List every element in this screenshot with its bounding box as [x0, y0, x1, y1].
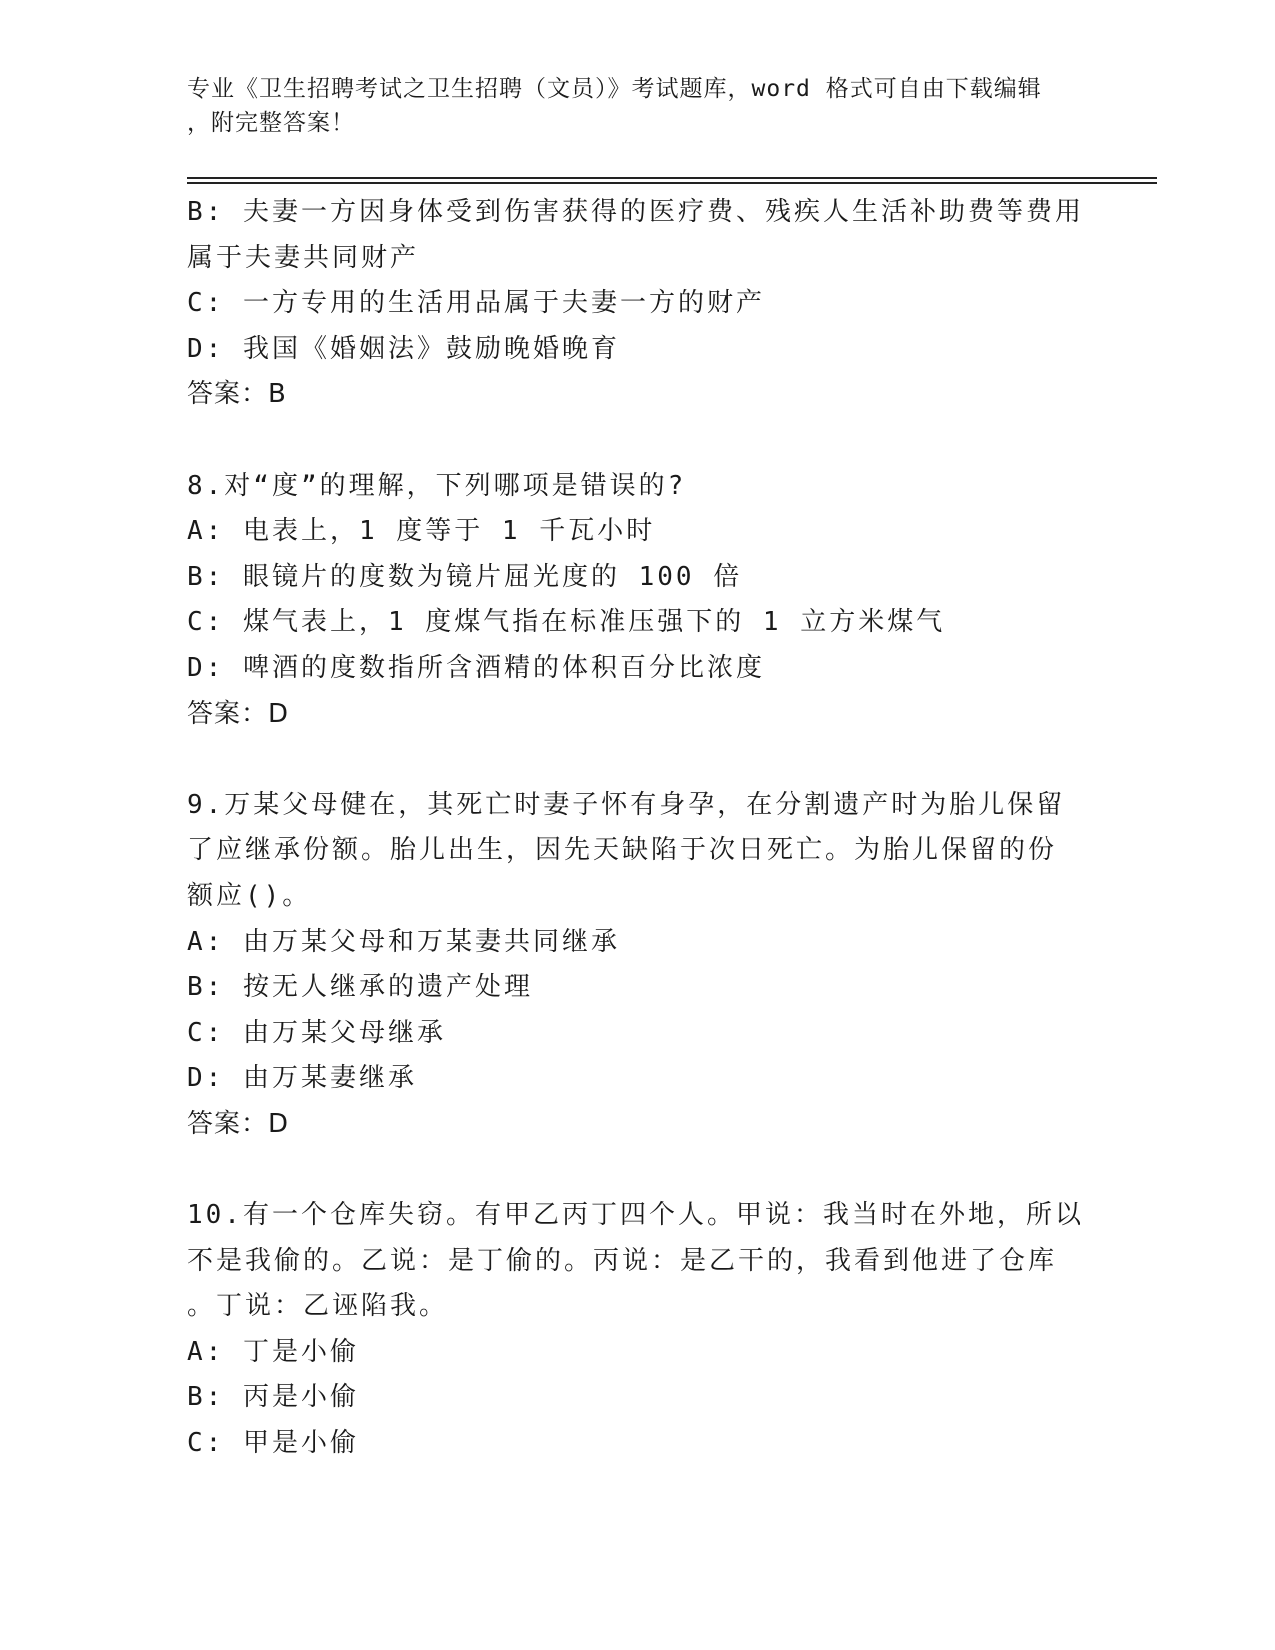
header-line-1: 专业《卫生招聘考试之卫生招聘（文员）》考试题库，word 格式可自由下载编辑 [187, 76, 1042, 102]
header-divider-top [187, 177, 1157, 179]
option-c: C: 一方专用的生活用品属于夫妻一方的财产 [187, 288, 765, 319]
question-stem-line-3: 额应()。 [187, 880, 312, 911]
question-10 [187, 1193, 1087, 1467]
option-c: C: 煤气表上，1 度煤气指在标准压强下的 1 立方米煤气 [187, 607, 946, 638]
option-d: D: 啤酒的度数指所含酒精的体积百分比浓度 [187, 652, 765, 683]
option-b-line-2: 属于夫妻共同财产 [187, 242, 420, 273]
option-b: B: 丙是小偷 [187, 1382, 359, 1413]
question-stem-line-2: 了应继承份额。胎儿出生，因先天缺陷于次日死亡。为胎儿保留的份 [187, 835, 1058, 866]
option-b: B: 按无人继承的遗产处理 [187, 972, 533, 1003]
question-9 [187, 783, 1087, 1148]
option-d: D: 由万某妻继承 [187, 1063, 417, 1094]
question-stem-line-1: 10.有一个仓库失窃。有甲乙丙丁四个人。甲说：我当时在外地，所以 [187, 1200, 1084, 1231]
option-c: C: 甲是小偷 [187, 1428, 359, 1459]
question-stem-line-1: 9.万某父母健在，其死亡时妻子怀有身孕，在分割遗产时为胎儿保留 [187, 789, 1066, 820]
option-c: C: 由万某父母继承 [187, 1017, 446, 1048]
answer-label: 答案：D [187, 698, 290, 729]
header-divider-bottom [187, 182, 1157, 184]
option-d: D: 我国《婚姻法》鼓励晚婚晚育 [187, 333, 620, 364]
question-content [187, 190, 1087, 1467]
document-header [187, 72, 1067, 140]
question-7-continued [187, 190, 1087, 418]
spacer [187, 737, 1087, 783]
answer-label: 答案：D [187, 1108, 290, 1139]
option-a: A: 由万某父母和万某妻共同继承 [187, 926, 620, 957]
header-line-2: ，附完整答案！ [187, 110, 355, 136]
option-b: B: 眼镜片的度数为镜片屈光度的 100 倍 [187, 561, 743, 592]
answer-label: 答案：B [187, 379, 287, 410]
question-stem-line-3: 。丁说：乙诬陷我。 [187, 1291, 449, 1322]
question-stem: 8.对“度”的理解，下列哪项是错误的? [187, 470, 687, 501]
spacer [187, 418, 1087, 464]
question-stem-line-2: 不是我偷的。乙说：是丁偷的。丙说：是乙干的，我看到他进了仓库 [187, 1245, 1058, 1276]
question-8 [187, 464, 1087, 738]
option-a: A: 电表上，1 度等于 1 千瓦小时 [187, 516, 656, 547]
option-a: A: 丁是小偷 [187, 1336, 359, 1367]
option-b-line-1: B: 夫妻一方因身体受到伤害获得的医疗费、残疾人生活补助费等费用 [187, 197, 1084, 227]
spacer [187, 1147, 1087, 1193]
